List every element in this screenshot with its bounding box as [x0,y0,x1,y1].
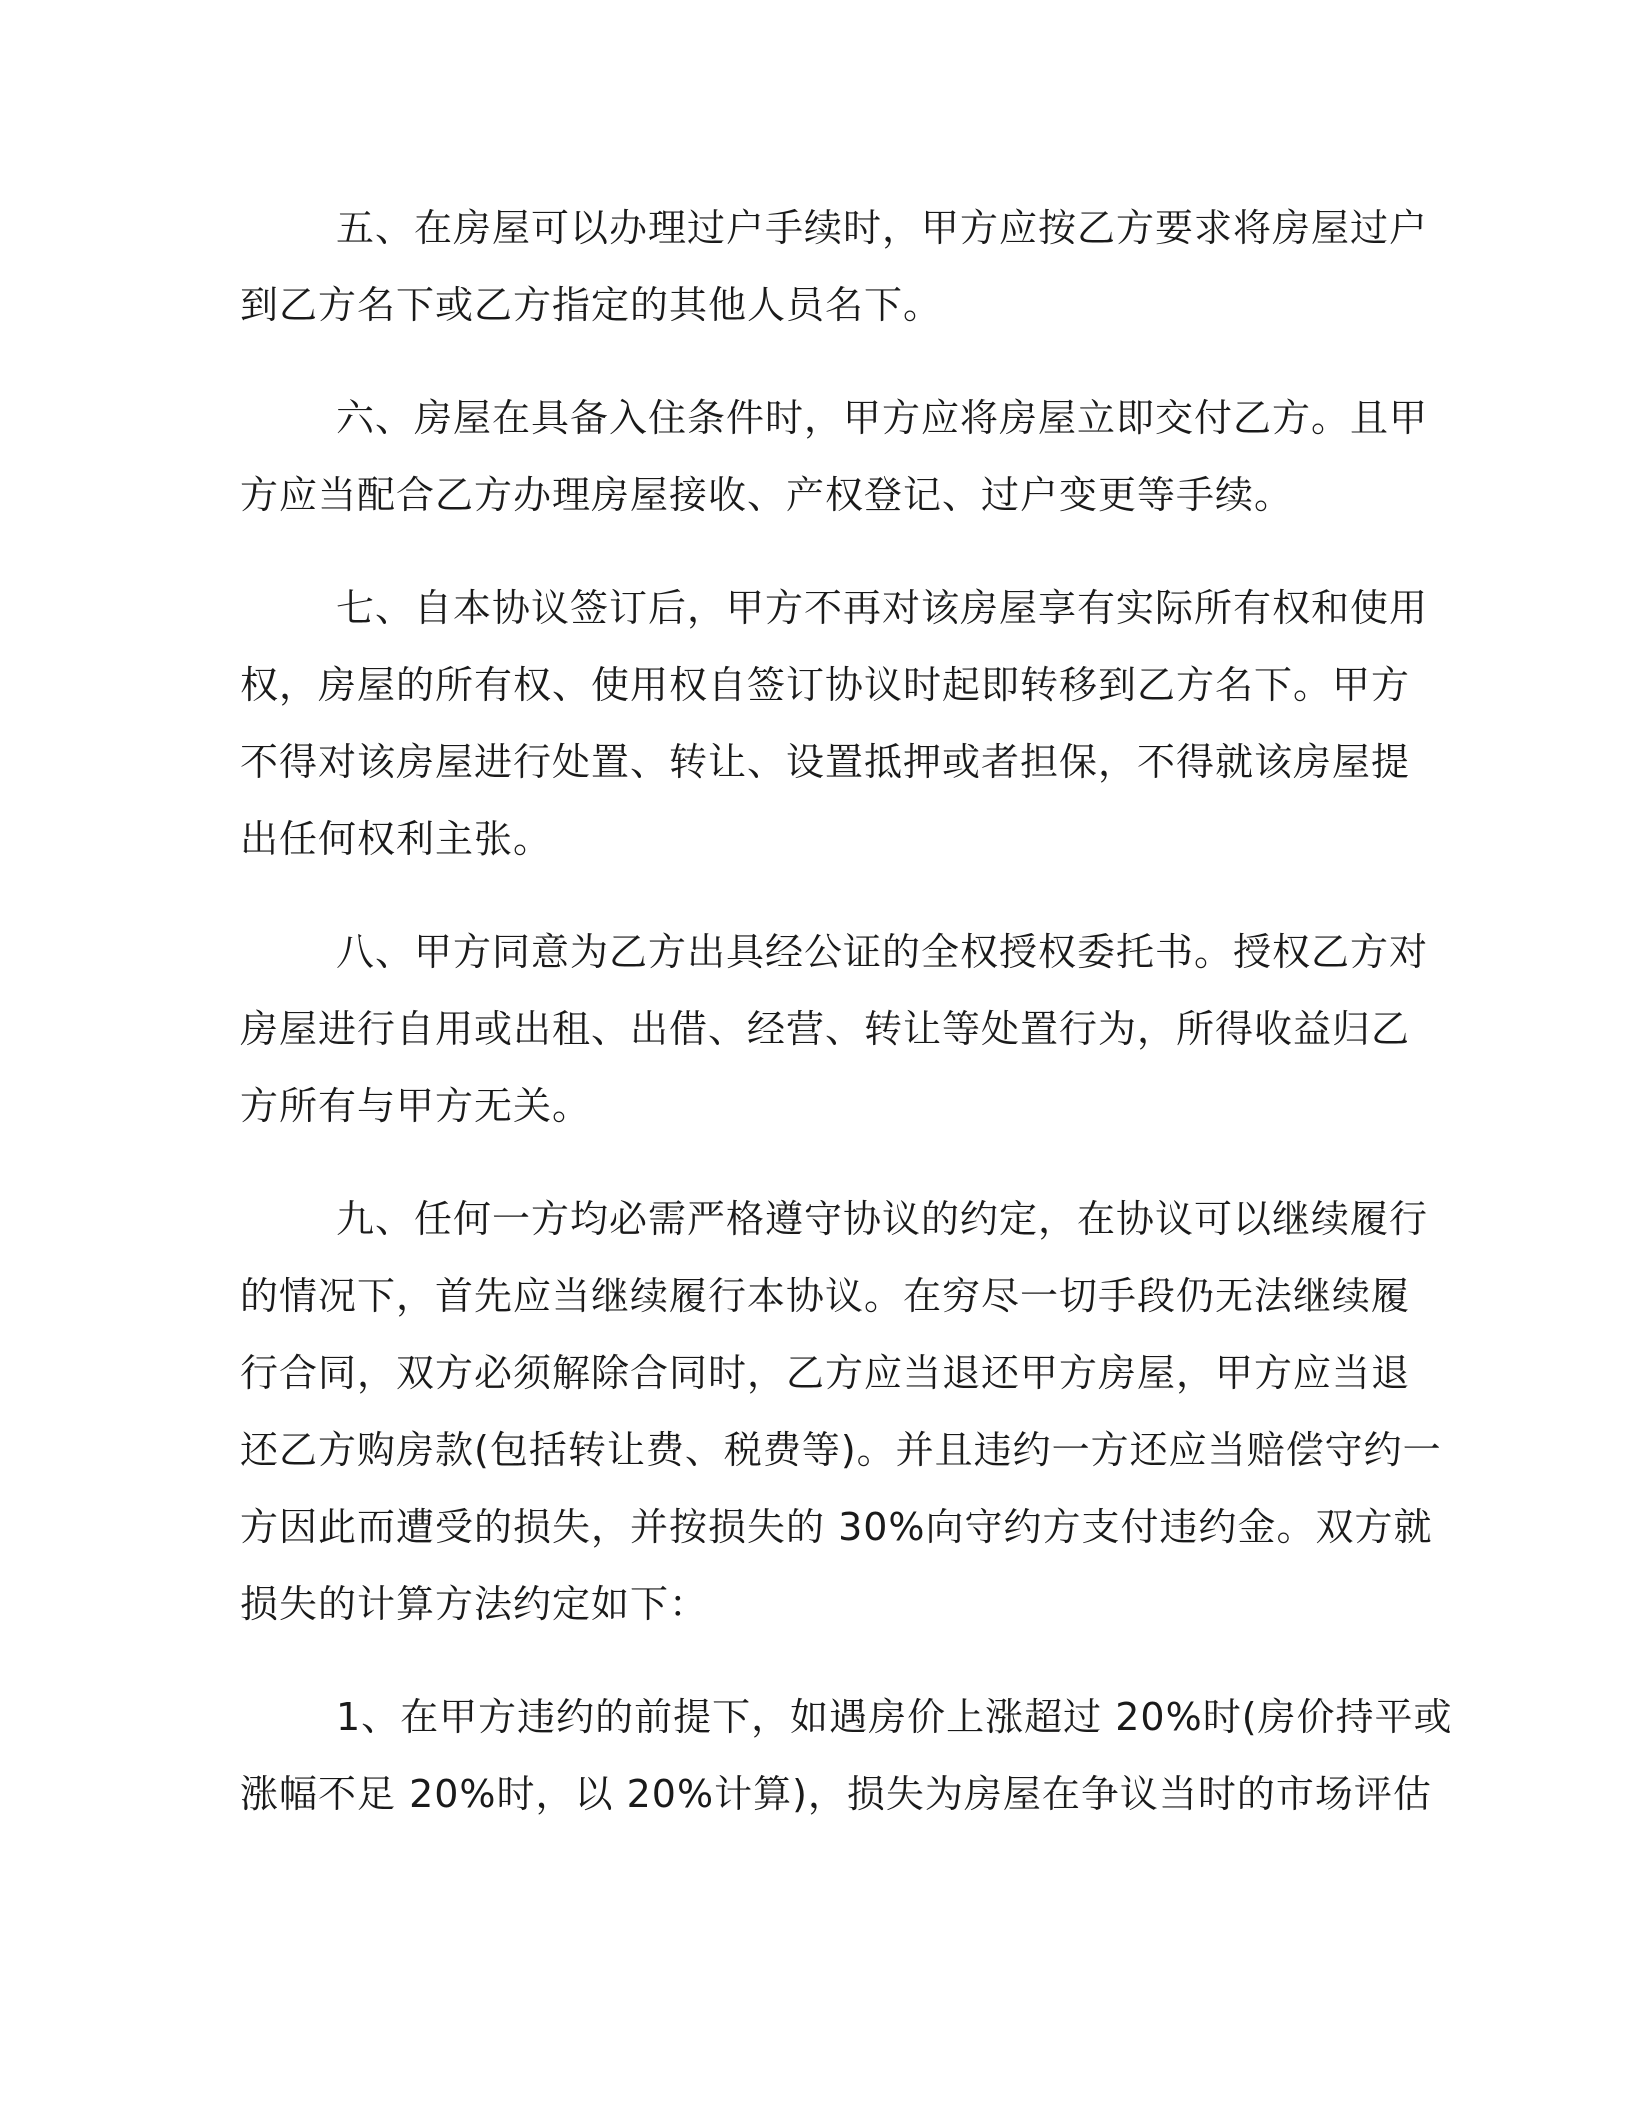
text-line: 权，房屋的所有权、使用权自签订协议时起即转移到乙方名下。甲方 [240,663,1411,707]
text-line: 七、自本协议签订后，甲方不再对该房屋享有实际所有权和使用 [336,586,1429,630]
text-line: 房屋进行自用或出租、出借、经营、转让等处置行为，所得收益归乙 [240,1007,1411,1051]
text-line: 九、任何一方均必需严格遵守协议的约定，在协议可以继续履行 [336,1197,1429,1241]
clause-6 [240,380,1429,534]
text-line: 涨幅不足 20%时，以 20%计算)，损失为房屋在争议当时的市场评估 [240,1772,1432,1816]
text-line: 不得对该房屋进行处置、转让、设置抵押或者担保，不得就该房屋提 [240,740,1411,784]
text-line: 的情况下，首先应当继续履行本协议。在穷尽一切手段仍无法继续履 [240,1274,1411,1318]
clause-5 [240,190,1429,344]
text-line: 1、在甲方违约的前提下，如遇房价上涨超过 20%时(房价持平或 [336,1695,1453,1739]
text-line: 方因此而遭受的损失，并按损失的 30%向守约方支付违约金。双方就 [240,1505,1433,1549]
document-page [240,190,1453,1869]
clause-8 [240,914,1429,1145]
text-line: 六、房屋在具备入住条件时，甲方应将房屋立即交付乙方。且甲 [336,396,1429,440]
text-line: 损失的计算方法约定如下： [240,1582,709,1626]
text-line: 方应当配合乙方办理房屋接收、产权登记、过户变更等手续。 [240,473,1294,517]
text-line: 八、甲方同意为乙方出具经公证的全权授权委托书。授权乙方对 [336,930,1429,974]
text-line: 还乙方购房款(包括转让费、税费等)。并且违约一方还应当赔偿守约一 [240,1428,1442,1472]
text-line: 出任何权利主张。 [240,817,553,861]
clause-9 [240,1181,1442,1643]
text-line: 行合同，双方必须解除合同时，乙方应当退还甲方房屋，甲方应当退 [240,1351,1411,1395]
clause-9-item-1 [240,1679,1453,1833]
clause-7 [240,570,1429,878]
text-line: 五、在房屋可以办理过户手续时，甲方应按乙方要求将房屋过户 [336,206,1429,250]
text-line: 到乙方名下或乙方指定的其他人员名下。 [240,283,943,327]
text-line: 方所有与甲方无关。 [240,1084,592,1128]
